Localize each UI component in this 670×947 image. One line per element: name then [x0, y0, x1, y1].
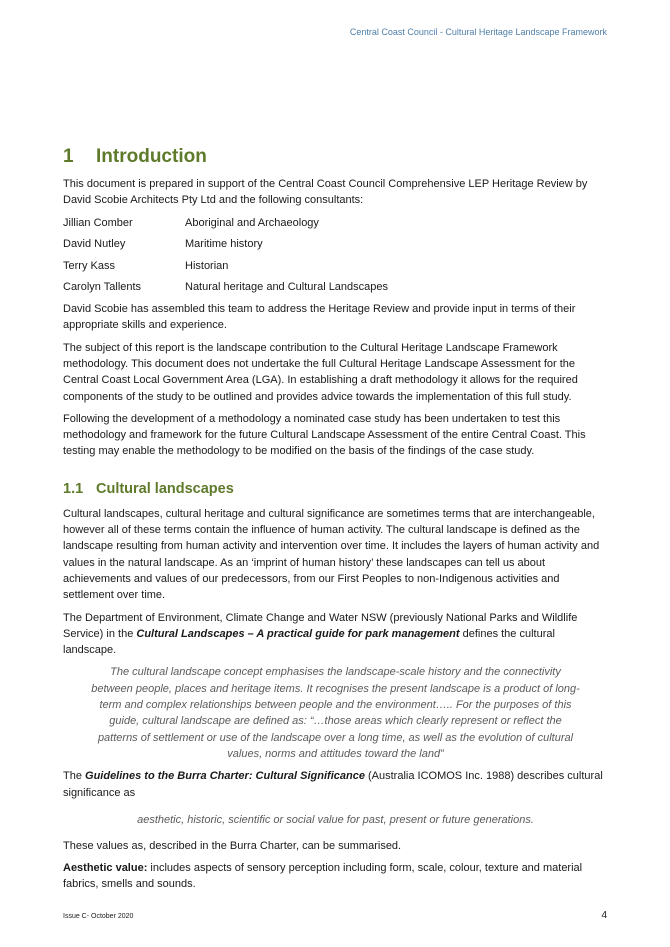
consultant-role: Historian	[185, 259, 229, 272]
issue-label: Issue C- October 2020	[63, 913, 134, 920]
consultant-name: Terry Kass	[63, 259, 115, 272]
consultant-name: Jillian Comber	[63, 216, 133, 229]
page-number: 4	[601, 910, 607, 921]
block-quote: The cultural landscape concept emphasises the landscape-scale history and the connectivity between people, places and heritage items. It recognises the present landscape is a product of long-term and complex relationships between people and the environment….. For the purposes of this guide, cultural landscape are defined as: “…those areas which clearly represent or reflect the patterns of settlement or use of the landscape over a long time, as well as the evolution of cultural values, norms and attitudes toward the land”	[91, 666, 580, 760]
section-title: Introduction	[96, 146, 207, 167]
consultant-row	[63, 215, 608, 231]
page-body	[63, 146, 608, 899]
guide-title: Cultural Landscapes – A practical guide for park management	[136, 627, 460, 640]
section-number: 1	[63, 146, 74, 167]
definition-quote: aesthetic, historic, scientific or social value for past, present or future generations.	[137, 813, 534, 826]
text-run: The Department of Environment, Climate Change and Water NSW (previously National Parks and Wildlife Service) in the	[63, 611, 578, 640]
text-run: The	[63, 770, 86, 783]
value-term: Aesthetic value:	[63, 862, 148, 875]
intro-paragraph: This document is prepared in support of the Central Coast Council Comprehensive LEP Heritage Review by David Scobie Architects Pty Ltd and the following consultants:	[63, 178, 588, 207]
text-run: includes aspects of sensory perception including form, scale, colour, texture and material fabrics, smells and sounds.	[63, 862, 583, 891]
body-paragraph: David Scobie has assembled this team to address the Heritage Review and provide input in terms of their appropriate skills and experience.	[63, 303, 576, 332]
running-header: Central Coast Council - Cultural Heritage Landscape Framework	[349, 27, 607, 37]
subsection-number: 1.1	[63, 480, 84, 497]
subsection-title: Cultural landscapes	[96, 480, 234, 497]
consultant-role: Maritime history	[185, 238, 263, 251]
consultant-row	[63, 279, 608, 295]
text-run: defines the cultural landscape.	[63, 627, 555, 657]
body-paragraph: Following the development of a methodology a nominated case study has been undertaken to test this methodology and framework for the future Cultural Landscape Assessment of the entire Central Coast. This testing may enable the methodology to be modified on the basis of the findings of the case study.	[63, 412, 586, 458]
section-heading	[63, 146, 608, 168]
body-paragraph	[63, 768, 608, 801]
text-run: (Australia ICOMOS Inc. 1988) describes cultural significance as	[63, 770, 603, 799]
consultant-role: Aboriginal and Archaeology	[185, 216, 319, 229]
consultant-list	[63, 215, 608, 296]
consultant-name: David Nutley	[63, 238, 126, 251]
consultant-row	[63, 236, 608, 252]
guidelines-title: Guidelines to the Burra Charter: Cultural Significance	[85, 770, 365, 783]
consultant-role: Natural heritage and Cultural Landscapes	[185, 281, 389, 294]
body-paragraph: Cultural landscapes, cultural heritage and cultural significance are sometimes terms that are interchangeable, however all of these terms contain the influence of human activity. The cultural landscape is defined as the landscape resulting from human activity and intervention over time. It includes the layers of human activity and values in the natural landscape. As an ‘imprint of human history’ these landscapes can tell us about achievements and values of our predecessors, from our First Peoples to non-Indigenous activities and settlement over time.	[63, 507, 600, 602]
consultant-row	[63, 258, 608, 274]
body-paragraph	[63, 610, 608, 659]
subsection-heading	[63, 480, 608, 498]
body-paragraph: These values as, described in the Burra Charter, can be summarised.	[63, 839, 402, 852]
body-paragraph	[63, 860, 608, 893]
body-paragraph: The subject of this report is the landscape contribution to the Cultural Heritage Landscape Framework methodology. This document does not undertake the full Cultural Heritage Landscape Assessment for the Central Coast Local Government Area (LGA). In establishing a draft methodology it allows for the required components of the study to be outlined and provides advice towards the implementation of this full study.	[63, 341, 578, 403]
consultant-name: Carolyn Tallents	[63, 281, 142, 294]
